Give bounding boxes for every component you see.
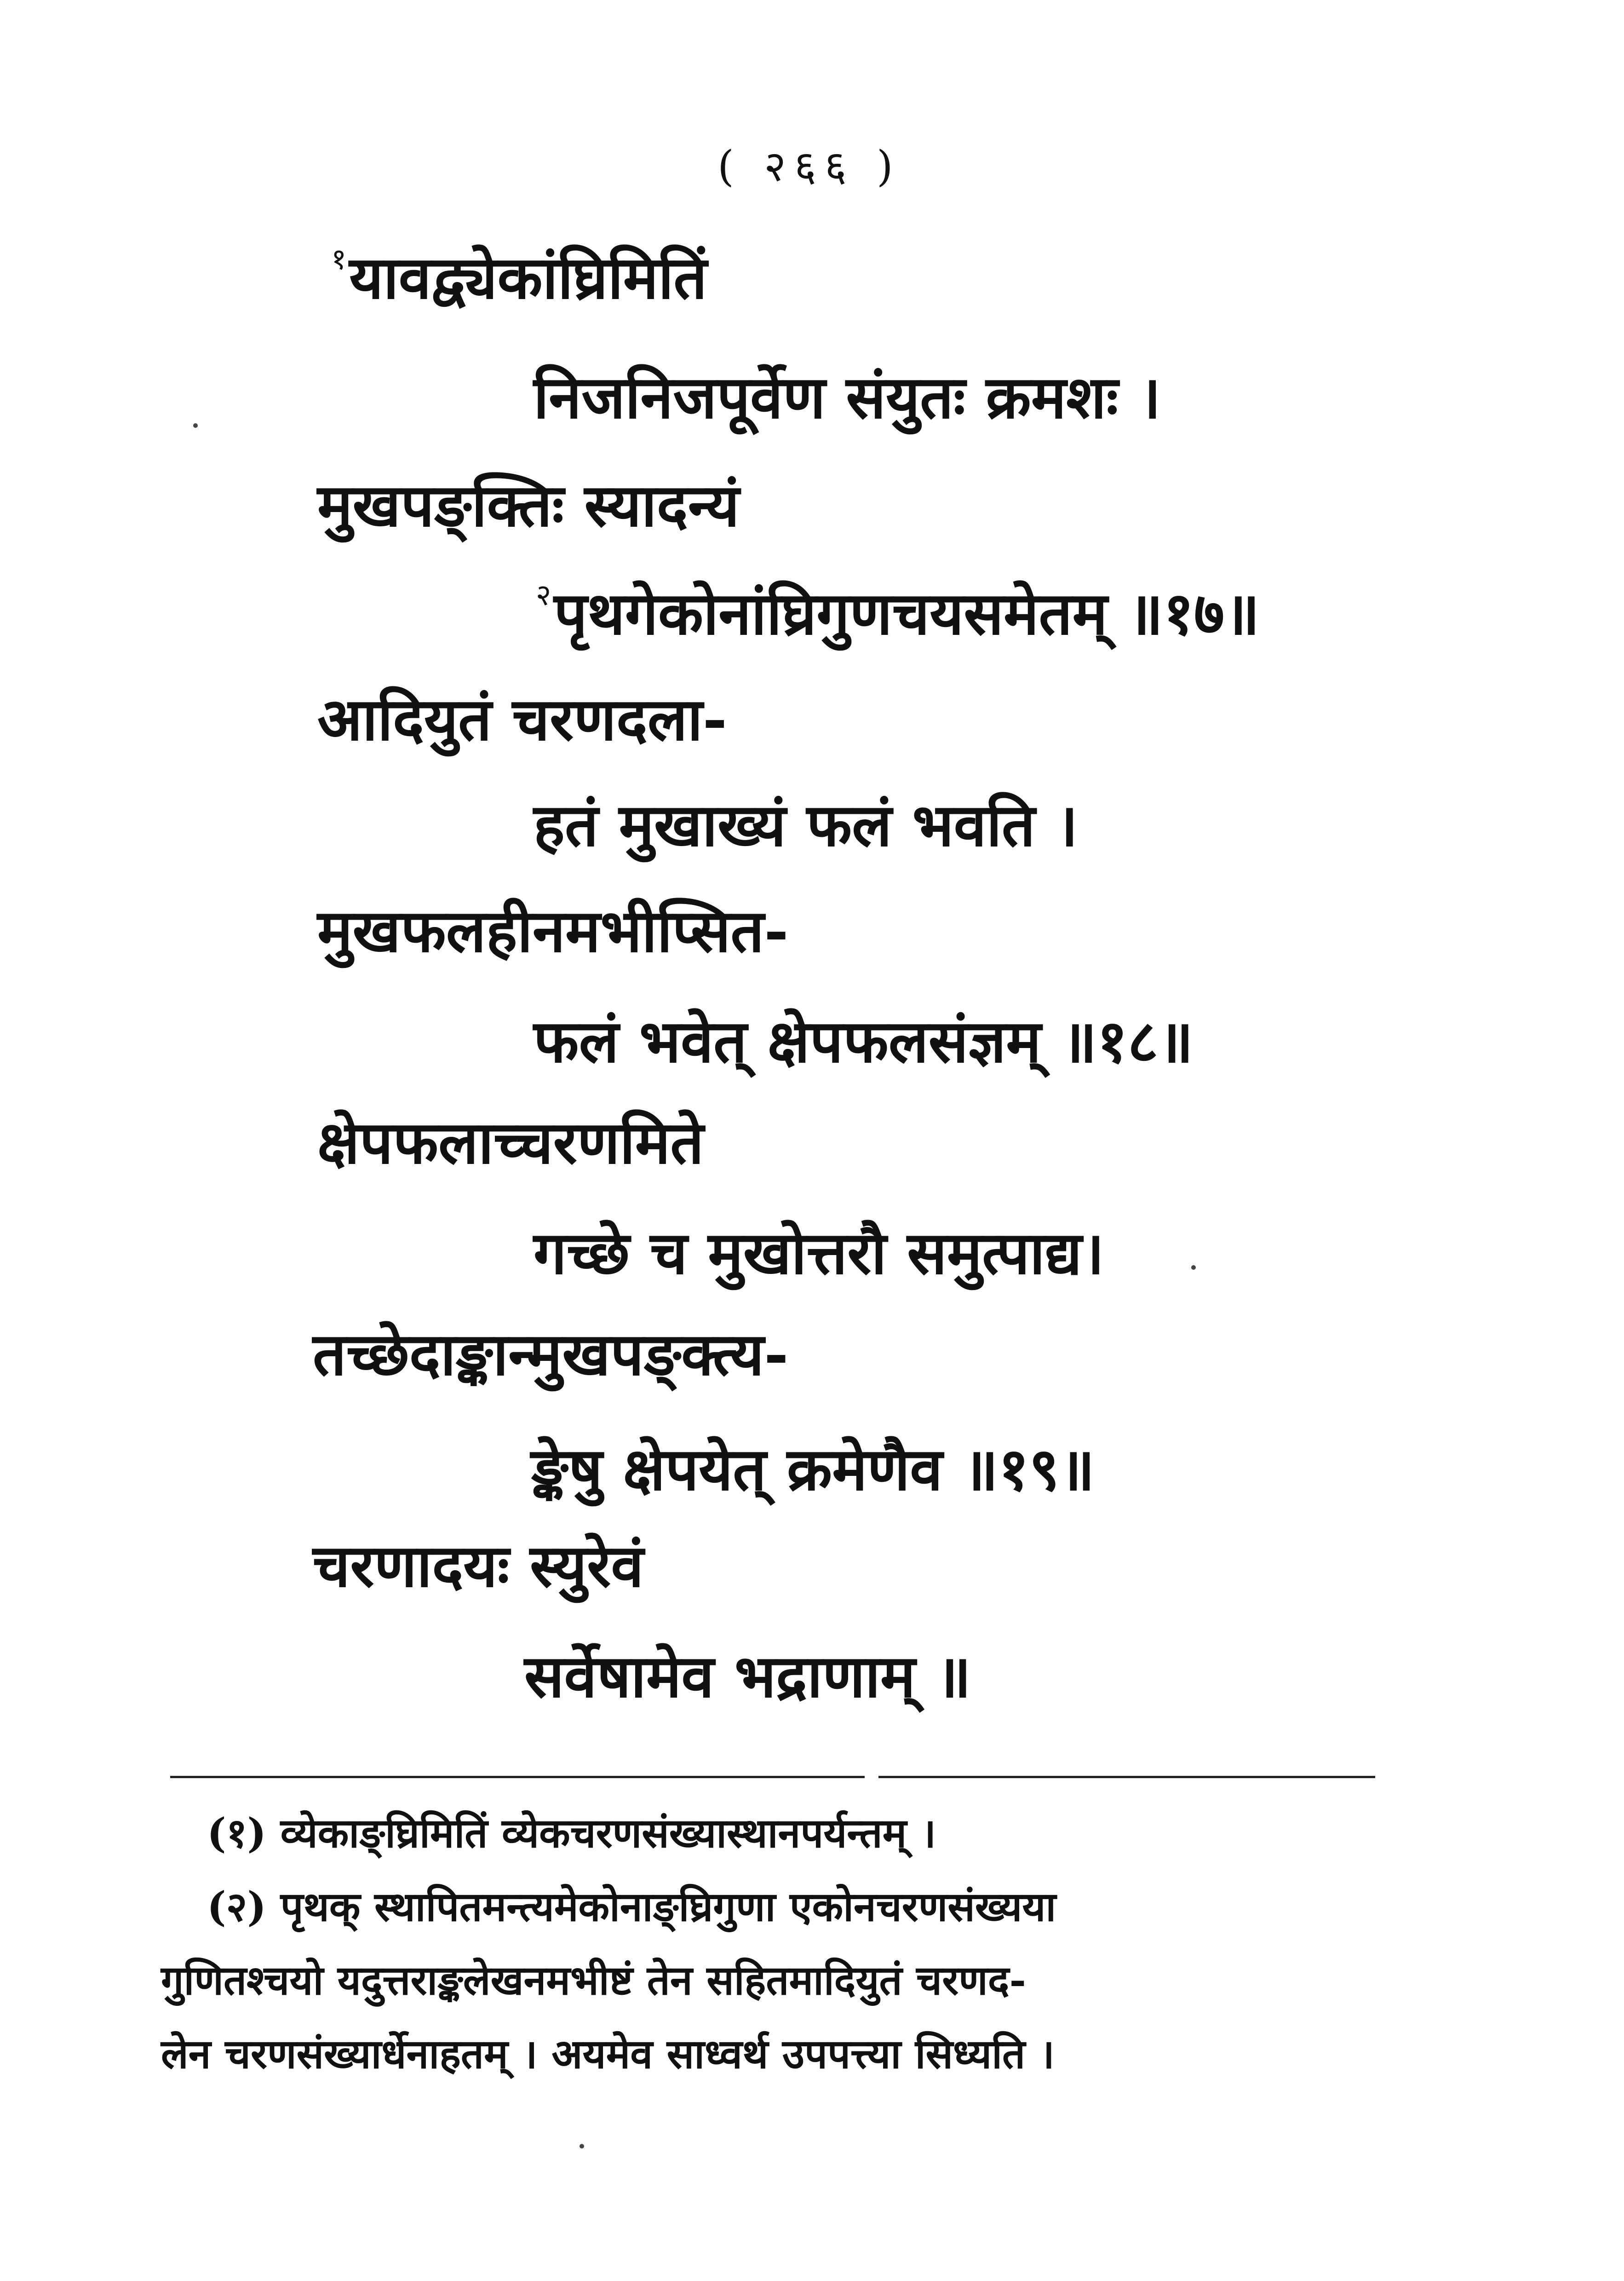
verse-line-text: मुखपङ्क्तिः स्यादन्यं <box>317 471 740 540</box>
verse-line <box>317 897 789 966</box>
verse-line <box>531 1435 1095 1504</box>
scan-speck <box>580 2144 584 2149</box>
verse-line <box>534 363 1161 432</box>
verse-line-text: यावद्व्येकांघ्रिमितिं <box>349 243 707 312</box>
verse-line <box>534 791 1078 860</box>
verse-line-text: निजनिजपूर्वेण संयुतः क्रमशः । <box>534 363 1161 432</box>
verse-line <box>313 1532 644 1601</box>
verse-line <box>317 1108 704 1177</box>
verse-line-text: हतं मुखाख्यं फलं भवति । <box>534 791 1078 860</box>
verse-line-text: मुखफलहीनमभीप्सित- <box>317 897 789 966</box>
verse-line <box>534 1219 1105 1288</box>
verse-line-text: चरणादयः स्युरेवं <box>313 1532 644 1601</box>
footnote-line: गुणितश्चयो यदुत्तराङ्कलेखनमभीष्टं तेन सहितमादियुतं चरणद- <box>161 1956 1027 2004</box>
footnote-divider <box>170 1776 1375 1778</box>
footnote-line: (२) पृथक् स्थापितमन्त्यमेकोनाङ्घ्रिगुणा एकोनचरणसंख्यया <box>207 1883 1056 1930</box>
footnote-line: लेन चरणसंख्यार्धेनाहतम् । अयमेव साध्वर्थ उपपत्त्या सिध्यति । <box>161 2030 1055 2078</box>
footnote-line: (१) व्येकाङ्घ्रिमितिं व्येकचरणसंख्यास्थानपर्यन्तम् । <box>207 1809 936 1857</box>
verse-line-text: फलं भवेत् क्षेपफलसंज्ञम् ॥१८॥ <box>534 1007 1194 1076</box>
verse-line-text: आदियुतं चरणदला- <box>317 685 727 754</box>
verse-line <box>524 1642 971 1711</box>
verse-line <box>331 242 707 312</box>
divider-gap <box>865 1772 878 1781</box>
verse-line <box>534 1007 1194 1076</box>
verse-line <box>536 578 1260 648</box>
verse-line-text: तच्छेदाङ्कान्मुखपङ्क्त्य- <box>313 1320 789 1389</box>
verse-line-text: क्षेपफलाच्चरणमिते <box>317 1108 704 1177</box>
verse-line-text: सर्वेषामेव भद्राणाम् ॥ <box>524 1642 971 1711</box>
verse-line-text: गच्छे च मुखोत्तरौ समुत्पाद्य। <box>534 1219 1105 1288</box>
verse-line <box>317 471 740 540</box>
scan-speck <box>1191 1265 1196 1270</box>
verse-line-text: ङ्केषु क्षेपयेत् क्रमेणैव ॥१९॥ <box>531 1435 1095 1504</box>
verse-line <box>313 1320 789 1389</box>
scan-speck <box>193 423 198 428</box>
verse-line <box>317 685 727 754</box>
footnote-marker: २ <box>536 578 551 612</box>
page-number: ( २६६ ) <box>717 142 901 191</box>
verse-line-text: पृथगेकोनांघ्रिगुणचयसमेतम् ॥१७॥ <box>554 579 1260 648</box>
footnote-marker: १ <box>331 242 347 276</box>
